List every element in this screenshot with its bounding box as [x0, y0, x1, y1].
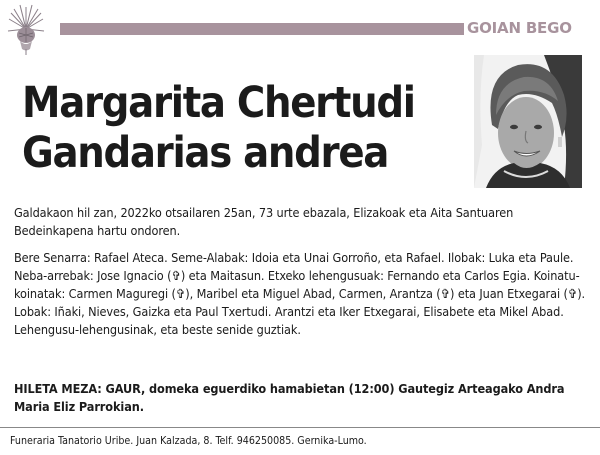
name-line-2: Gandarias andrea [22, 128, 389, 178]
deceased-name [22, 78, 462, 178]
section-tag: GOIAN BEGO [467, 19, 572, 37]
footer [0, 427, 600, 455]
thistle-emblem-icon [6, 3, 46, 55]
funeral-home-info: Funeraria Tanatorio Uribe. Juan Kalzada, 8. Telf. 946250085. Gernika-Lumo. [10, 435, 367, 447]
funeral-mass-paragraph: HILETA MEZA: GAUR, domeka eguerdiko hamabietan (12:00) Gautegiz Arteagako Andra Maria Eliz Parrokian. [14, 381, 565, 414]
portrait-photo [474, 55, 582, 188]
family-paragraph: Bere Senarra: Rafael Ateca. Seme-Alabak: Idoia eta Unai Gorroño, eta Rafael. Ilobak: Luka eta Paule. Neba-arrebak: Jose Ignacio (✞) eta Maitasun. Etxeko lehengusuak: Fernando eta Carlos Egia. Koinatu-koinatak: Carmen Maguregi (✞), Maribel eta Miguel Abad, Carmen, Arantza (✞) eta Juan Etxegarai (✞). Lobak: Iñaki, Nieves, Gaizka eta Paul Txertudi. Arantzi eta Iker Etxegarai, Elisabete eta Mikel Abad. Lehengusu-lehengusinak, eta beste senide guztiak. [14, 250, 586, 337]
death-notice-paragraph: Galdakaon hil zan, 2022ko otsailaren 25an, 73 urte ebazala, Elizakoak eta Aita Santuaren Bedeinkapena hartu ondoren. [14, 205, 514, 238]
header-bar [60, 23, 464, 35]
name-line-1: Margarita Chertudi [22, 78, 415, 128]
